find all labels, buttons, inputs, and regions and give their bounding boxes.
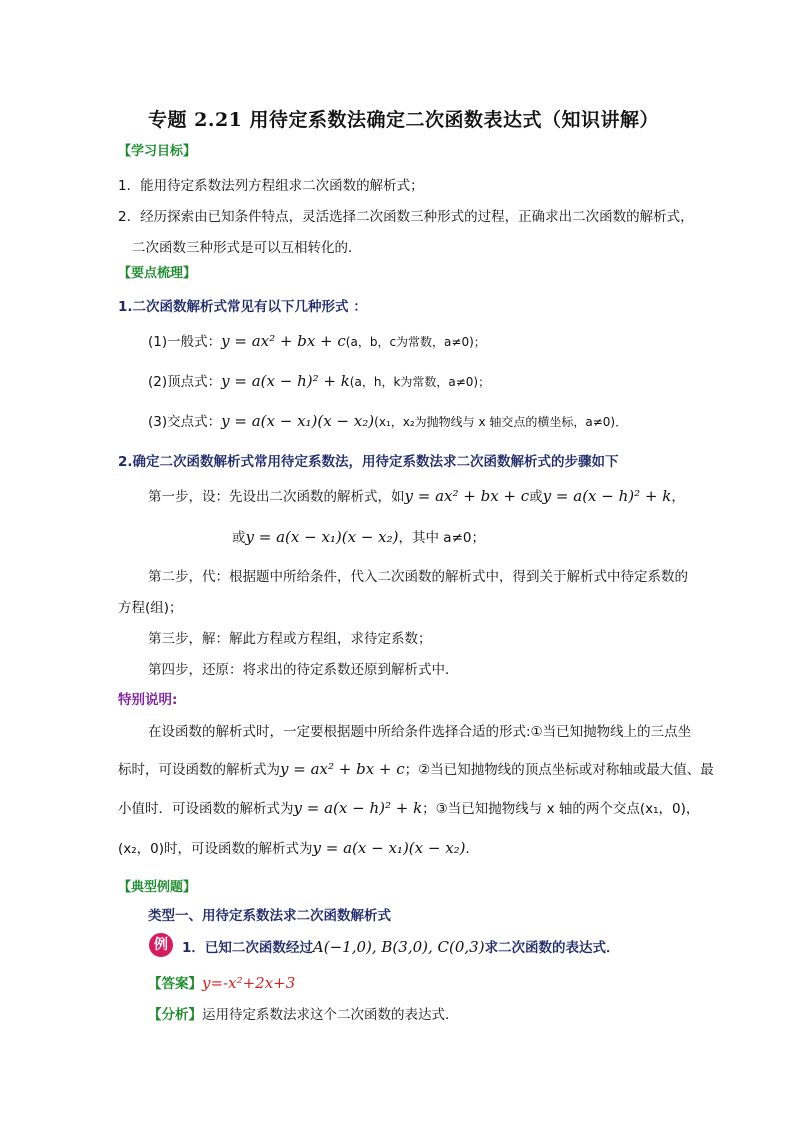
form-vertex-formula: y = a(x − h)² + k xyxy=(221,372,350,390)
step-1 xyxy=(148,485,685,505)
section-key-points: 【要点梳理】 xyxy=(118,266,197,281)
step-1-cont xyxy=(232,526,485,546)
example-question-text-b: 求二次函数的表达式． xyxy=(484,940,620,956)
special-formula-intercept: y = a(x − x₁)(x − x₂) xyxy=(312,839,466,857)
answer-label: 【答案】 xyxy=(148,976,202,992)
example-question-points: A(−1,0), B(3,0), C(0,3) xyxy=(312,938,485,956)
special-line-1: 在设函数的解析式时，一定要根据题中所给条件选择合适的形式:①当已知抛物线上的三点坐 xyxy=(148,724,692,740)
special-line-4 xyxy=(118,837,479,857)
step-3: 第三步，解：解此方程或方程组，求待定系数； xyxy=(148,631,432,647)
form-general xyxy=(148,330,486,350)
step-1-formula-intercept: y = a(x − x₁)(x − x₂) xyxy=(245,528,399,546)
special-line-3-b: ；③当已知抛物线与 x 轴的两个交点(x₁，0)， xyxy=(422,801,700,817)
special-line-3-a: 小值时．可设函数的解析式为 xyxy=(118,801,294,817)
step-2: 第二步，代：根据题中所给条件，代入二次函数的解析式中，得到关于解析式中待定系数的 xyxy=(148,569,688,585)
answer-value: y=-x²+2x+3 xyxy=(202,974,296,992)
special-line-2 xyxy=(118,758,714,778)
example-type-heading: 类型一、用待定系数法求二次函数解析式 xyxy=(148,908,391,924)
form-intercept-label: (3)交点式： xyxy=(148,414,222,430)
form-general-note: (a，b，c为常数，a≠0)； xyxy=(345,335,486,349)
form-vertex xyxy=(148,370,490,390)
example-analysis xyxy=(148,1003,459,1023)
form-intercept-note: (x₁，x₂为抛物线与 x 轴交点的横坐标，a≠0)． xyxy=(374,415,628,429)
goal-item-2-cont: 二次函数三种形式是可以互相转化的． xyxy=(132,240,362,256)
special-line-3 xyxy=(118,797,699,817)
analysis-text: 运用待定系数法求这个二次函数的表达式． xyxy=(202,1007,459,1023)
special-line-4-a: (x₂，0)时，可设函数的解析式为 xyxy=(118,841,313,857)
special-line-4-b: ． xyxy=(465,841,480,857)
section-examples: 【典型例题】 xyxy=(118,880,197,895)
form-general-label: (1)一般式： xyxy=(148,334,222,350)
example-answer xyxy=(148,972,295,992)
step-1-formula-general: y = ax² + bx + c xyxy=(404,487,530,505)
example-badge-icon: 例 xyxy=(149,933,173,957)
goal-item-1: 1．能用待定系数法列方程组求二次函数的解析式； xyxy=(118,178,424,194)
example-question xyxy=(182,936,620,956)
forms-heading: 1.二次函数解析式常见有以下几种形式 ： xyxy=(118,299,367,315)
step-1-text: 第一步，设：先设出二次函数的解析式，如 xyxy=(148,489,405,505)
form-general-formula: y = ax² + bx + c xyxy=(221,332,346,350)
form-intercept-formula: y = a(x − x₁)(x − x₂) xyxy=(221,412,375,430)
step-1-or-2: 或 xyxy=(232,530,246,546)
special-formula-vertex: y = a(x − h)² + k xyxy=(293,799,423,817)
special-heading: 特别说明: xyxy=(118,692,178,708)
special-line-2-a: 标时，可设函数的解析式为 xyxy=(118,762,280,778)
step-1-tail: ，其中 a≠0； xyxy=(398,530,485,546)
step-1-formula-vertex: y = a(x − h)² + k xyxy=(542,487,672,505)
special-line-2-b: ；②当已知抛物线的顶点坐标或对称轴或最大值、最 xyxy=(404,762,714,778)
step-4: 第四步，还原：将求出的待定系数还原到解析式中． xyxy=(148,662,459,678)
example-question-number: 1． xyxy=(182,940,205,956)
page-title: 专题 2.21 用待定系数法确定二次函数表达式（知识讲解） xyxy=(148,109,660,131)
special-formula-general: y = ax² + bx + c xyxy=(280,760,405,778)
analysis-label: 【分析】 xyxy=(148,1007,202,1023)
example-question-text-a: 已知二次函数经过 xyxy=(204,940,313,956)
step-1-or: 或 xyxy=(529,489,543,505)
form-intercept xyxy=(148,410,627,430)
form-vertex-note: (a，h，k为常数，a≠0)； xyxy=(349,375,491,389)
steps-heading: 2.确定二次函数解析式常用待定系数法，用待定系数法求二次函数解析式的步骤如下 xyxy=(118,454,619,470)
goal-item-2: 2．经历探索由已知条件特点，灵活选择二次函数三种形式的过程，正确求出二次函数的解析式， xyxy=(118,209,694,225)
section-goals: 【学习目标】 xyxy=(118,144,197,159)
step-1-comma: ， xyxy=(671,489,685,505)
form-vertex-label: (2)顶点式： xyxy=(148,374,222,390)
step-2-cont: 方程(组)； xyxy=(118,600,183,616)
